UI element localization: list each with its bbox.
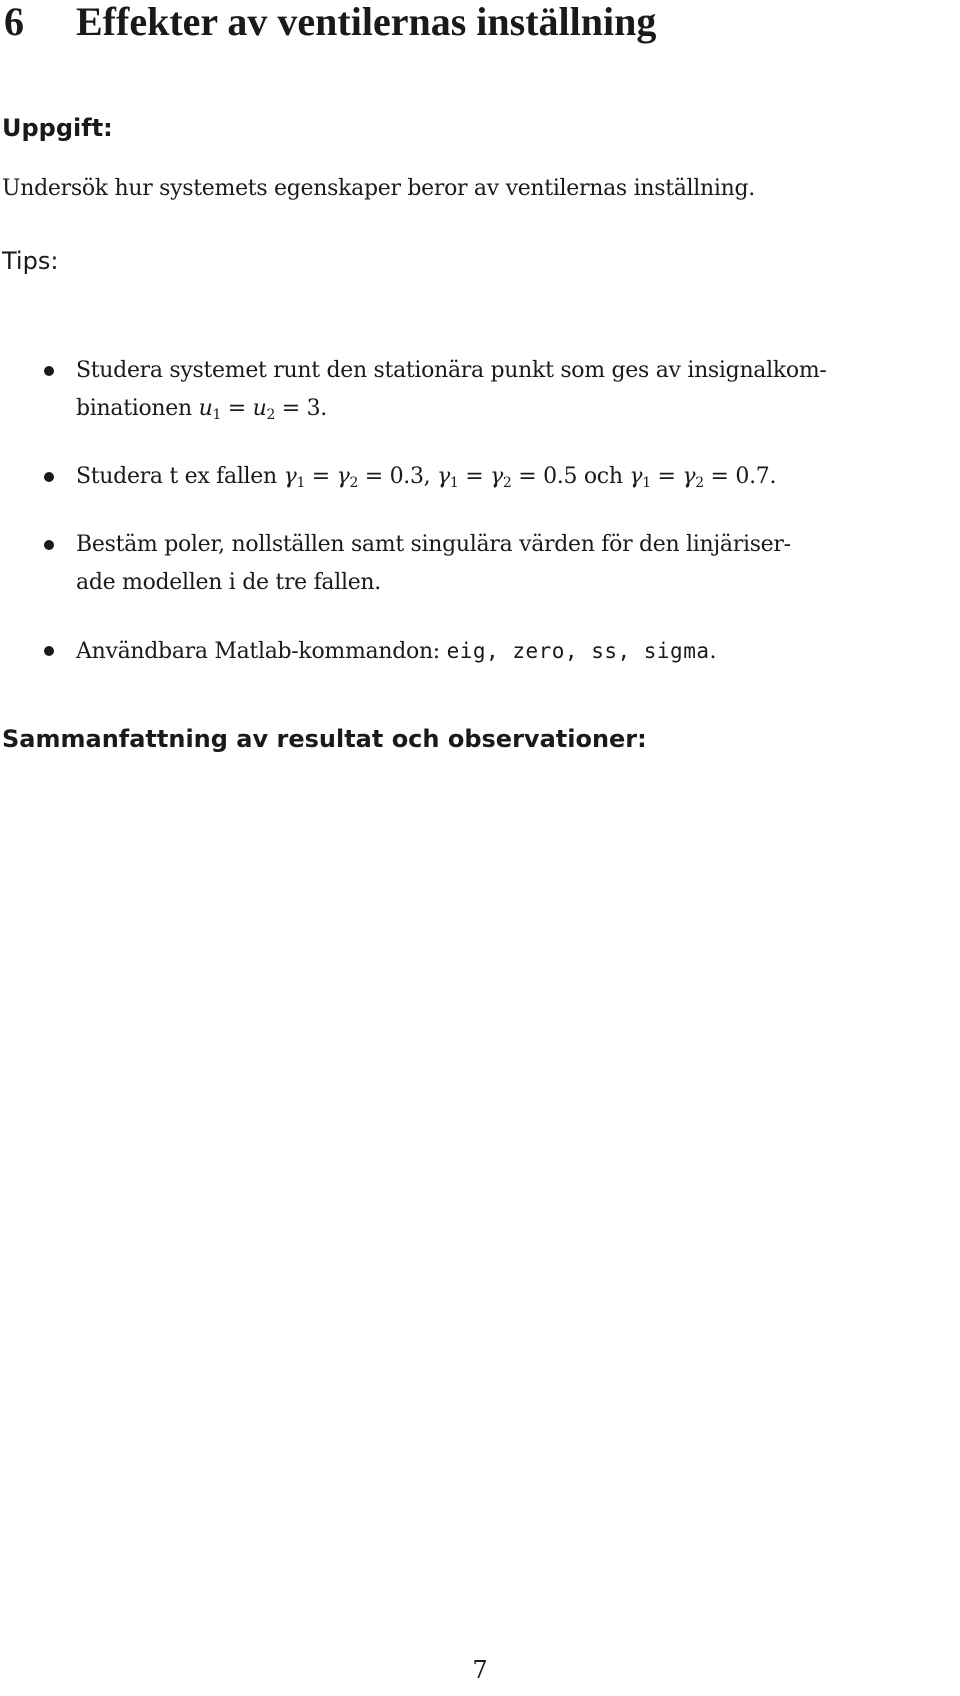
math-subscript: 1 [296, 475, 306, 491]
gamma-symbol: γ [629, 464, 643, 489]
gamma-symbol: γ [283, 464, 297, 489]
tips-item-stationary-point [0, 352, 940, 428]
matlab-commands: eig, zero, ss, sigma [446, 639, 710, 663]
math-subscript: 2 [695, 475, 704, 491]
section-number: 6 [4, 0, 24, 44]
section-heading [4, 0, 656, 44]
tip-1-line-2: binationen [76, 396, 199, 421]
separator: . [769, 464, 777, 489]
gamma-value: 0.5 [543, 464, 578, 489]
math-u1: u [198, 396, 213, 421]
summary-label: Sammanfattning av resultat och observationer: [2, 725, 647, 753]
math-value: 3. [306, 396, 327, 421]
section-title: Effekter av ventilernas inställning [76, 0, 657, 44]
gamma-value: 0.7 [735, 464, 770, 489]
tips-list [0, 352, 940, 701]
math-subscript: 2 [266, 407, 276, 423]
page-number: 7 [472, 1656, 488, 1684]
gamma-case-3: $\gamma_1 = \gamma_2 = 0.7$. [629, 464, 777, 491]
tips-item-poles-zeros [0, 526, 940, 602]
tip-3-line-1: Bestäm poler, nollställen samt singulära värden för den linjäriser- [76, 532, 791, 557]
tip-3-line-2: ade modellen i de tre fallen. [76, 570, 381, 595]
bullet-icon [44, 366, 54, 376]
math-subscript: 2 [502, 475, 512, 491]
task-label: Uppgift: [2, 114, 113, 142]
gamma-case-1: $\gamma_1 = \gamma_2 = 0.3$, [283, 464, 438, 491]
math-subscript: 2 [349, 475, 359, 491]
tips-label: Tips: [2, 247, 59, 275]
tip-4-prefix: Användbara Matlab-kommandon: [76, 639, 447, 664]
bullet-icon [44, 646, 54, 656]
separator: och [577, 464, 630, 489]
bullet-icon [44, 472, 54, 482]
gamma-case-2: $\gamma_1 = \gamma_2 = 0.5$ och [437, 464, 630, 491]
gamma-symbol: γ [336, 464, 350, 489]
separator: , [423, 464, 438, 489]
task-text: Undersök hur systemets egenskaper beror av ventilernas inställning. [2, 176, 755, 201]
tip-2-prefix: Studera t ex fallen [76, 464, 284, 489]
bullet-icon [44, 540, 54, 550]
gamma-symbol: γ [437, 464, 450, 489]
tip-1-line-1: Studera systemet runt den stationära punkt som ges av insignalkom- [76, 358, 827, 383]
gamma-value: 0.3 [389, 464, 424, 489]
gamma-symbol: γ [490, 464, 503, 489]
math-u2: u [252, 396, 267, 421]
gamma-symbol: γ [682, 464, 696, 489]
math-subscript: 1 [449, 475, 459, 491]
tip-4-suffix: . [709, 639, 717, 664]
math-subscript: 1 [212, 407, 222, 423]
math-subscript: 1 [642, 475, 651, 491]
tips-item-gamma-cases [0, 458, 940, 496]
math-equals: = [221, 396, 253, 421]
tips-item-matlab-commands [0, 632, 940, 671]
math-equals: = [275, 396, 307, 421]
